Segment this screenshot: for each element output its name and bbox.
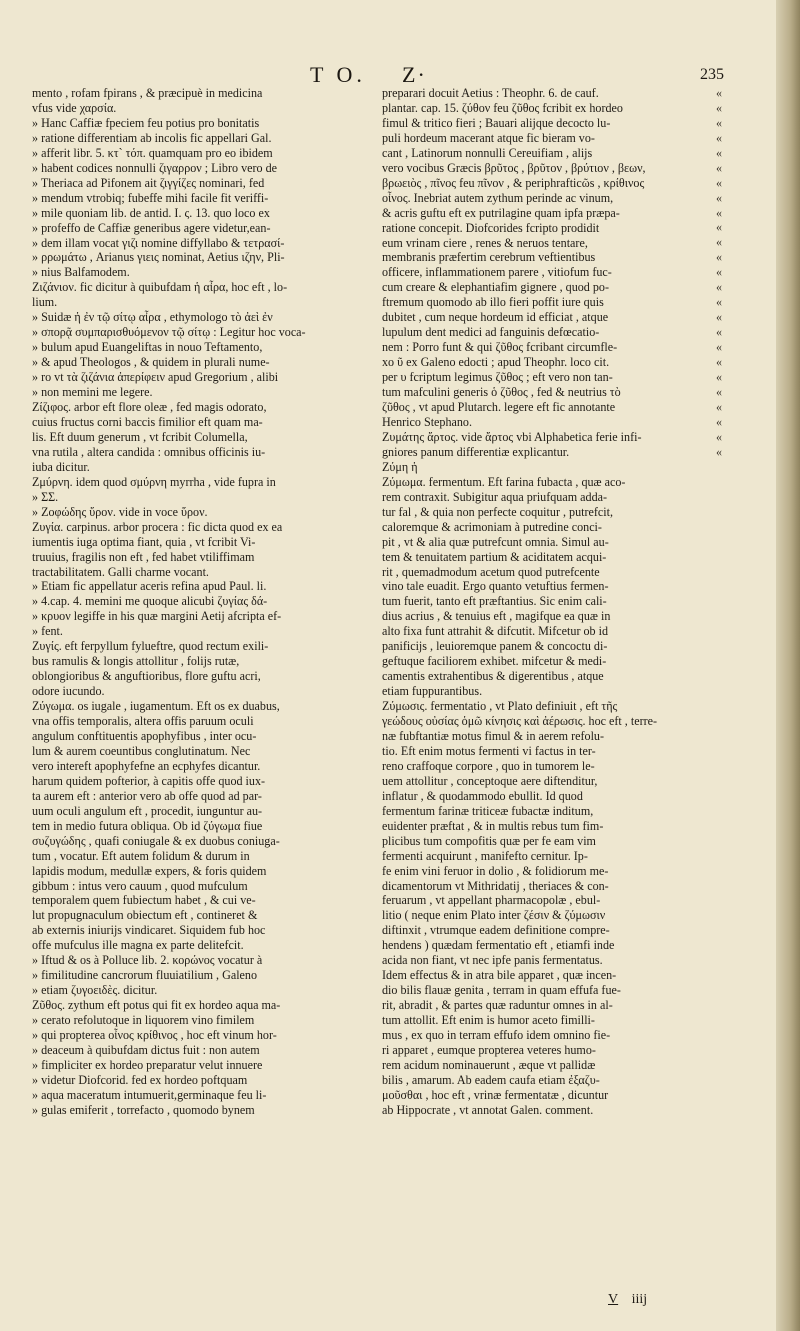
text-line: vna offis temporalis, altera offis paruum oculi [32, 714, 254, 729]
quote-mark: « [716, 145, 723, 160]
text-line: tum , vocatur. Eft autem folidum & durum in [32, 848, 250, 863]
text-line: harum quidem pofterior, à capitis offe quod iux- [32, 773, 266, 788]
text-line: » profeffo de Caffiæ generibus agere videtur,ean- [32, 220, 271, 235]
text-line: Ζύμωσις. fermentatio , vt Plato definiuit , eft τῆς [382, 699, 618, 714]
text-line: camentis extrahentibus & digerentibus , atque [382, 669, 604, 684]
text-line: » mile quoniam lib. de antid. I. ς. 13. quo loco ex [32, 205, 270, 220]
text-line: pit , vt & alia quæ putrefcunt omnia. Simul au- [382, 534, 609, 549]
text-line: nem : Porro funt & qui ζῦθος fcribant circumfle- [382, 340, 618, 355]
text-line: » fent. [32, 624, 63, 639]
text-line: diftinxit , vtrumque eadem definitione compre- [382, 923, 610, 938]
text-line: fe enim vini feruor in dolio , & folidiorum me- [382, 863, 609, 878]
text-line: » Hanc Caffiæ fpeciem feu potius pro bonitatis [32, 115, 260, 130]
text-line: puli hordeum macerant atque fic bieram vo- [382, 130, 595, 145]
signature-letter: V [608, 1292, 619, 1307]
quote-mark: « [716, 160, 723, 175]
text-line: rit , quemadmodum acetum quod putrefcente [382, 564, 600, 579]
text-line: » nius Balfamodem. [32, 265, 130, 280]
quote-mark: « [716, 100, 723, 115]
quote-mark: « [716, 429, 723, 444]
text-line: mento , rofam fpirans , & præcipuè in medicina [32, 86, 263, 100]
quote-mark: « [716, 369, 723, 384]
text-line: » 4.cap. 4. memini me quoque alicubi ζυγίας δά- [32, 594, 268, 609]
text-line: hendens ) quædam fermentatio eft , etiamfi inde [382, 938, 615, 953]
text-line: Ζῦθος. zythum eft potus qui fit ex hordeo aqua ma- [32, 998, 281, 1013]
text-line: » habent codices nonnulli ζιγαρρον ; Libro vero de [32, 160, 277, 175]
page-gutter-shadow [776, 0, 800, 1331]
quote-mark: « [716, 250, 723, 265]
text-line: » fimpliciter ex hordeo preparatur velut innuere [32, 1057, 263, 1072]
text-line: Ζύγωμα. os iugale , iugamentum. Eft os ex duabus, [32, 699, 280, 714]
right-text-column [382, 86, 712, 1118]
text-line: vero vocibus Græcis βρῦτος , βρῦτον , βρύτιον , βεων, [382, 160, 646, 175]
text-line: lium. [32, 295, 58, 310]
quote-mark: « [716, 339, 723, 354]
text-line: rit, abradit , & partes quæ raduntur omnes in al- [382, 998, 613, 1013]
text-line: lapidis modum, medullæ expers, & foris quidem [32, 863, 267, 878]
text-line: Ζίζιφος. arbor eft flore oleæ , fed magis odorato, [32, 400, 267, 415]
quote-mark: « [716, 190, 723, 205]
text-line: Idem effectus & in atra bile apparet , quæ incen- [382, 968, 617, 983]
text-line: » non memini me legere. [32, 385, 153, 400]
text-line: vfus vide χαρσία. [32, 100, 117, 115]
text-line: odore iucundo. [32, 684, 105, 699]
text-line: mus , ex quo in terram effufo idem omnino fie- [382, 1028, 611, 1043]
text-line: uem attollitur , conceptoque aere diftenditur, [382, 773, 598, 788]
text-line: inflatur , & quodammodo ebullit. Id quod [382, 788, 583, 803]
text-line: rem contraxit. Subigitur aqua priufquam adda- [382, 489, 608, 504]
text-line: vna rutila , altera candida : omnibus officinis iu- [32, 444, 266, 459]
text-line: συζυγώδης , quafi coniugale & ex duobus coniuga- [32, 833, 280, 848]
text-line: tem in medio futura obliqua. Ob id ζύγωμα fiue [32, 818, 263, 833]
quote-mark: « [716, 235, 723, 250]
text-line: » ratione differentiam ab incolis fic appellari Gal. [32, 130, 272, 145]
quote-mark: « [716, 399, 723, 414]
text-line: βρωειὸς , πῖνος feu πῖνον , & periphrafticῶs , κρίθινος [382, 175, 645, 190]
text-line: dicamentorum vt Mithridatij , theriaces & con- [382, 878, 609, 893]
text-line: ratione concepit. Diofcorides fcripto prodidit [382, 220, 600, 235]
text-line: » dem illam vocat γιζι nomine diffyllabo & τετρασί- [32, 235, 285, 250]
text-line: iuba dicitur. [32, 459, 90, 474]
text-line: tum attollit. Eft enim is humor aceto fimilli- [382, 1013, 595, 1028]
text-line: cant , Latinorum nonnulli Cereuifiam , alijs [382, 145, 593, 160]
text-line: » etiam ζυγοειδὲς. dicitur. [32, 983, 158, 998]
text-line: lut propugnaculum obiectum eft , contineret & [32, 908, 258, 923]
text-line: tem & tenuitatem partium & aciditatem acqui- [382, 549, 607, 564]
text-line: plicibus tum compofitis quæ per fe eam vim [382, 833, 596, 848]
text-line: preparari docuit Aetius : Theophr. 6. de cauf. [382, 86, 599, 100]
text-line: » Etiam fic appellatur aceris refina apud Paul. li. [32, 579, 267, 594]
text-line: per υ fcriptum legimus ζῦθος ; eft vero non tan- [382, 370, 613, 385]
quote-mark: « [716, 265, 723, 280]
text-line: geftuque faciliorem exhibet. mifcetur & medi- [382, 654, 607, 669]
text-line: uum oculi angulum eft , procedit, iunguntur au- [32, 803, 263, 818]
text-line: Ζύμωμα. fermentum. Eft farina fubacta , quæ aco- [382, 474, 626, 489]
text-line: » mendum vtrobiq; fubeffe mihi facile fit veriffi- [32, 190, 269, 205]
quote-mark: « [716, 325, 723, 339]
quote-mark: « [716, 354, 723, 369]
margin-quote-marks [716, 86, 746, 459]
text-line: » κρυον legiffe in his quæ margini Aetij afcripta ef- [32, 609, 282, 624]
text-line: » videtur Diofcorid. fed ex hordeo poftquam [32, 1072, 248, 1087]
text-line: ab Hippocrate , vt annotat Galen. comment. [382, 1102, 594, 1117]
text-line: & acris guftu eft ex putrilagine quam ipfa præpa- [382, 205, 620, 220]
text-line: lum & aurem coeuntibus conglutinatum. Nec [32, 743, 251, 758]
quote-mark: « [716, 115, 723, 130]
text-line: Ζυγίς. eft ferpyllum fylueftre, quod rectum exili- [32, 639, 269, 654]
text-line: oblongioribus & anguftioribus, flore guftu acri, [32, 669, 261, 684]
quote-mark: « [716, 280, 723, 295]
text-line: officere, inflammationem parere , vitiofum fuc- [382, 265, 612, 280]
text-line: ri apparet , eumque propterea veteres humo- [382, 1043, 596, 1057]
signature-number: iiij [631, 1292, 648, 1307]
text-line: etiam fuppurantibus. [382, 684, 483, 699]
text-line: rem acidum nominauerunt , æque vt pallidæ [382, 1057, 596, 1072]
quote-mark: « [716, 295, 723, 310]
text-line: feruarum , vt appellant pharmacopolæ , ebul- [382, 893, 601, 908]
text-line: Ζύμη ἡ [382, 459, 418, 474]
text-line: cum creare & elephantiafim gignere , quod po- [382, 280, 609, 295]
text-line: bilis , amarum. Ab eadem caufa etiam ἐξαζυ- [382, 1072, 600, 1087]
text-line: gniores panum differentiæ explicantur. [382, 444, 570, 459]
text-line: vino tale euadit. Ergo quanto vetuftius fermen- [382, 579, 609, 594]
text-line: dio bilis flauæ genita , terram in quam effufa fue- [382, 983, 621, 998]
text-line: » & apud Theologos , & quidem in plurali nume- [32, 355, 270, 370]
text-line: Ζυγία. carpinus. arbor procera : fic dicta quod ex ea [32, 519, 283, 534]
text-line: » aqua maceratum intumuerit,germinaque feu li- [32, 1087, 267, 1102]
quote-mark: « [716, 130, 723, 145]
text-line: plantar. cap. 15. ζύθον feu ζῦθος fcribit ex hordeo [382, 100, 623, 115]
text-line: » cerato refolutoque in liquorem vino fimilem [32, 1013, 255, 1028]
text-line: οἶνος. Inebriat autem zythum perinde ac vinum, [382, 190, 614, 205]
text-line: » afferit libr. 5. κτ` τόπ. quamquam pro eo ibidem [32, 145, 273, 160]
text-line: tio. Eft enim motus fermenti vi factus in ter- [382, 743, 596, 758]
text-line: iumentis iuga optima fiant, quia , vt fcribit Vi- [32, 534, 256, 549]
text-line: tum fuerit, tanto eft præftantius. Sic enim cali- [382, 594, 607, 609]
text-line: » gulas emiferit , torrefacto , quomodo bynem [32, 1102, 255, 1117]
text-line: fermenti acquirunt , manifefto cernitur. Ip- [382, 848, 588, 863]
text-line: dubitet , cum neque hordeum id efficiat , atque [382, 310, 609, 325]
text-line: xo ῦ ex Galeno edocti ; apud Theophr. loco cit. [382, 355, 610, 370]
text-line: μοῦσθαι , hoc eft , vrinæ fermentatæ , dicuntur [382, 1087, 609, 1102]
text-line: » ρρωμάτω , Arianus γιεις nominat, Aetius ιζην, Pli- [32, 250, 285, 265]
text-line: bus ramulis & longis attollitur , folijs rutæ, [32, 654, 240, 669]
text-line: næ fubftantiæ motus fimul & in aerem refolu- [382, 728, 605, 743]
text-line: lis. Eft duum generum , vt fcribit Columella, [32, 429, 248, 444]
left-text-column [32, 86, 357, 1118]
text-line: temporalem quem fubiectum habet , & cui ve- [32, 893, 256, 908]
text-line: » σπορᾷ συμπαρισθυόμενον τῷ σίτῳ : Legitur hoc voca- [32, 325, 306, 340]
text-line: Ζυμάτης ἄρτος. vide ἄρτος vbi Alphabetica ferie infi- [382, 429, 642, 444]
text-line: tur fal , & quia non perfecte coquitur , putrefcit, [382, 504, 614, 519]
header-left-letters: T O. [310, 62, 366, 87]
text-line: tractabilitatem. Galli charme vocant. [32, 564, 209, 579]
text-line: » qui propterea οἶνος κρίθινος , hoc eft vinum hor- [32, 1028, 277, 1043]
text-line: reno craffoque corpore , quo in tumorem le- [382, 758, 595, 773]
text-line: » ro vt τὰ ζιζάνια ἀπερίφειν apud Gregorium , alibi [32, 370, 279, 385]
quote-mark: « [716, 414, 723, 429]
quote-mark: « [716, 384, 723, 399]
text-line: acida non fiant, vt nec ipfe panis fermentatus. [382, 953, 603, 968]
text-line: fermentum farinæ triticeæ fubactæ inditum, [382, 803, 594, 818]
text-line: ftremum quomodo ab illo fieri poffit iure quis [382, 295, 604, 310]
quote-mark: « [716, 205, 723, 220]
quote-mark: « [716, 310, 723, 325]
text-line: » bulum apud Euangeliftas in nouo Teftamento, [32, 340, 263, 355]
text-line: » deaceum à quibufdam dictus fuit : non autem [32, 1043, 260, 1057]
text-line: panificijs , leuioremque panem & concoctu di- [382, 639, 608, 654]
text-line: euidenter præftat , & in multis rebus tum fim- [382, 818, 604, 833]
text-line: » fimilitudine cancrorum fluuiatilium , Galeno [32, 968, 258, 983]
text-line: dius acrius , & tenuius eft , magifque ea quæ in [382, 609, 611, 624]
quote-mark: « [716, 175, 723, 190]
text-line: Ζμύρνη. idem quod σμύρνη myrrha , vide fupra in [32, 474, 276, 489]
text-line: litio ( neque enim Plato inter ζέσιν & ζύμωσιν [382, 908, 606, 923]
text-line: truuius, fragilis non eft , fed habet vtiliffimam [32, 549, 255, 564]
text-line: » Ζοφώδης ὕρον. vide in voce ὕρον. [32, 504, 208, 519]
text-line: angulum conftituentis apophyfibus , inter ocu- [32, 728, 257, 743]
text-line: offe mufculus ille magna ex parte delitefcit. [32, 938, 244, 953]
text-line: » Iftud & os à Polluce lib. 2. κορώνος vocatur à [32, 953, 263, 968]
signature-mark [608, 1292, 647, 1308]
text-line: Ζιζάνιον. fic dicitur à quibufdam ἡ αἶρα, hoc eft , lo- [32, 280, 288, 295]
text-line: » Theriaca ad Pifonem ait ζιγγίζες nominari, fed [32, 175, 265, 190]
text-line: ζῦθος , vt apud Plutarch. legere eft fic annotante [382, 400, 616, 415]
text-line: γεώδους οὐσίας ὁμῶ κίνησις καὶ ἀέρωσις. hoc eft , terre- [382, 714, 658, 729]
quote-mark: « [716, 86, 723, 100]
text-line: eum vrinam ciere , renes & neruos tentare, [382, 235, 588, 250]
page-number: 235 [700, 66, 724, 83]
text-line: tum mafculini generis ὁ ζῦθος , fed & neutrius τὸ [382, 385, 621, 400]
header-middle-letter: Z· [402, 62, 427, 87]
text-line: ab externis iniurijs vindicaret. Siquidem fub hoc [32, 923, 266, 938]
text-line: caloremque & acrimoniam à putredine conci- [382, 519, 602, 534]
running-header [0, 62, 776, 88]
text-line: » Suidæ ἡ ἐν τῷ σίτῳ αἶρα , ethymologo τὸ ἀεὶ ἐν [32, 310, 273, 325]
text-line: » ΣΣ. [32, 489, 59, 504]
text-line: alto fixa funt attrahit & difcutit. Mifcetur ob id [382, 624, 609, 639]
text-line: Henrico Stephano. [382, 414, 473, 429]
text-line: fimul & tritico fieri ; Bauari alijque decocto lu- [382, 115, 611, 130]
text-line: membranis præfertim cerebrum veftientibus [382, 250, 596, 265]
text-line: ta aurem eft : anterior vero ab offe quod ad par- [32, 788, 262, 803]
text-line: cuius fructus corni baccis fimilior eft quam ma- [32, 414, 263, 429]
text-line: vero intereft apophyfefne an ecphyfes dicantur. [32, 758, 261, 773]
text-line: gibbum : intus vero cauum , quod mufculum [32, 878, 248, 893]
text-line: lupulum dent medici ad fanguinis defœcatio- [382, 325, 600, 340]
quote-mark: « [716, 220, 723, 235]
quote-mark: « [716, 444, 723, 459]
